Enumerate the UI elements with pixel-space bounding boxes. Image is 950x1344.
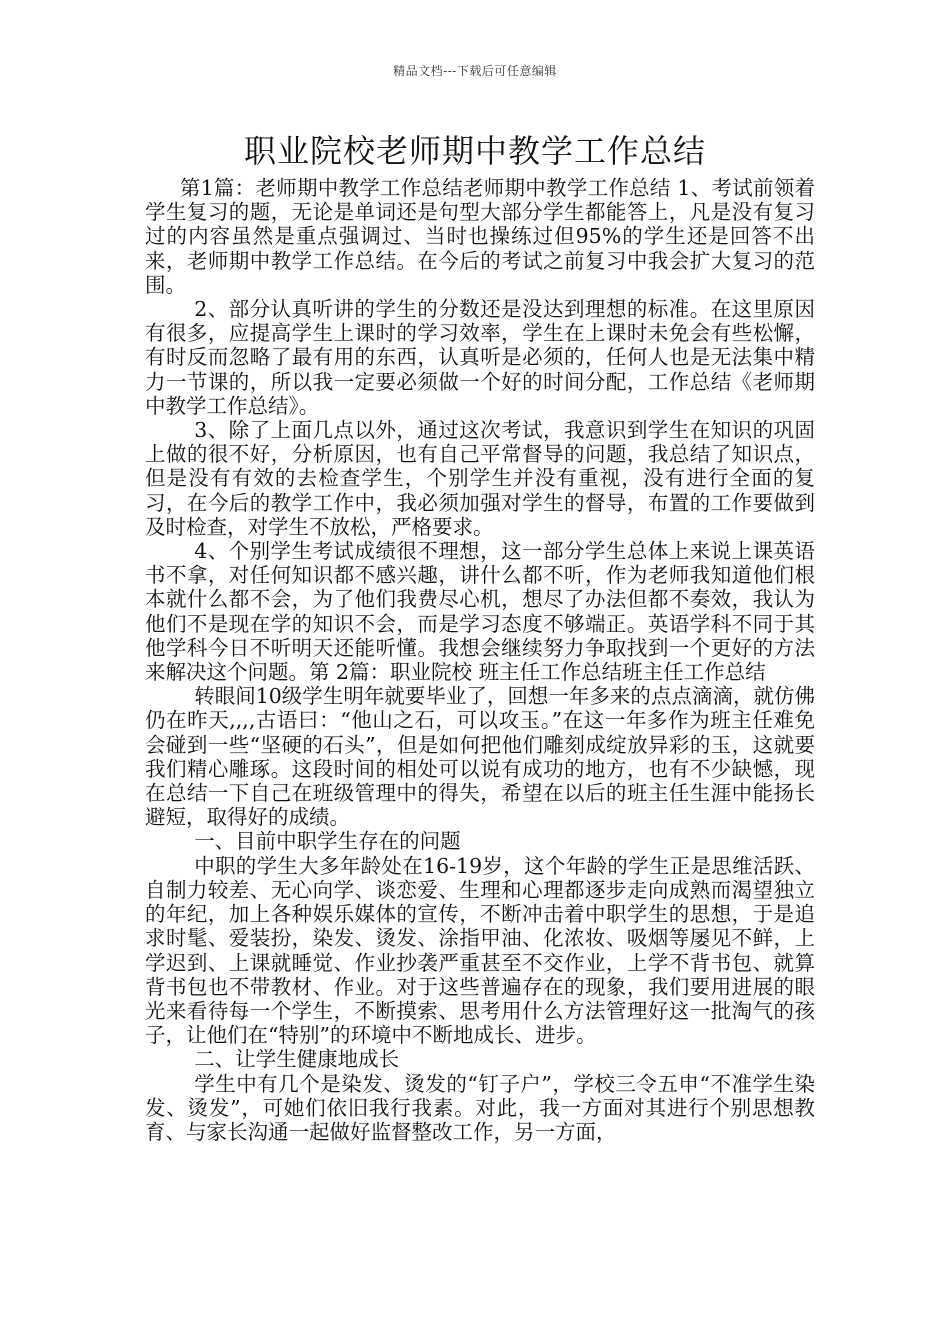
document-body [145, 176, 815, 1144]
document-title: 职业院校老师期中教学工作总结 [243, 132, 706, 170]
paragraph-6: 中职的学生大多年龄处在16-19岁，这个年龄的学生正是思维活跃、自制力较差、无心向学、谈恋爱、生理和心理都逐步走向成熟而渴望独立的年纪，加上各种娱乐媒体的宣传，不断冲击着中职学生的思想，于是追求时髦、爱装扮，染发、烫发、涂指甲油、化浓妆、吸烟等屡见不鲜，上学迟到、上课就睡觉、作业抄袭严重甚至不交作业，上学不背书包、就算背书包也不带教材、作业。对于这些普遍存在的现象，我们要用进展的眼光来看待每一个学生，不断摸索、思考用什么方法管理好这一批淘气的孩子，让他们在“特别”的环境中不断地成长、进步。 [145, 853, 815, 1048]
paragraph-3: 3、除了上面几点以外，通过这次考试，我意识到学生在知识的巩固上做的很不好，分析原因，也有自己平常督导的问题，我总结了知识点，但是没有有效的去检查学生，个别学生并没有重视，没有进行全面的复习，在今后的教学工作中，我必须加强对学生的督导，布置的工作要做到及时检查，对学生不放松，严格要求。 [145, 418, 815, 539]
paragraph-7: 学生中有几个是染发、烫发的“钉子户”，学校三令五申“不准学生染发、烫发”，可她们依旧我行我素。对此，我一方面对其进行个别思想教育、与家长沟通一起做好监督整改工作，另一方面， [145, 1071, 815, 1144]
paragraph-4: 4、个别学生考试成绩很不理想，这一部分学生总体上来说上课英语书不拿，对任何知识都不感兴趣，讲什么都不听，作为老师我知道他们根本就什么都不会，为了他们我费尽心机，想尽了办法但都不奏效，我认为他们不是现在学的知识不会，而是学习态度不够端正。英语学科不同于其他学科今日不听明天还能听懂。我想会继续努力争取找到一个更好的方法来解决这个问题。第 2篇：职业院校 班主任工作总结班主任工作总结 [145, 539, 815, 685]
paragraph-5: 转眼间10级学生明年就要毕业了，回想一年多来的点点滴滴，就仿佛仍在昨天,,,,古语曰：“他山之石，可以攻玉。”在这一年多作为班主任难免会碰到一些“坚硬的石头”，但是如何把他们雕刻成绽放异彩的玉，这就要我们精心雕琢。这段时间的相处可以说有成功的地方，也有不少缺憾，现在总结一下自己在班级管理中的得失，希望在以后的班主任生涯中能扬长避短，取得好的成绩。 [145, 684, 815, 830]
section-heading-2: 二、让学生健康地成长 [194, 1047, 400, 1072]
paragraph-2: 2、部分认真听讲的学生的分数还是没达到理想的标准。在这里原因有很多，应提高学生上课时的学习效率，学生在上课时未免会有些松懈，有时反而忽略了最有用的东西，认真听是必须的，任何人也是无法集中精力一节课的，所以我一定要必须做一个好的时间分配，工作总结《老师期中教学工作总结》。 [145, 297, 815, 418]
section-heading-1: 一、目前中职学生存在的问题 [194, 829, 461, 854]
paragraph-1: 第1篇：老师期中教学工作总结老师期中教学工作总结 1、考试前领着学生复习的题，无论是单词还是句型大部分学生都能答上，凡是没有复习过的内容虽然是重点强调过、当时也操练过但95%的学生还是回答不出来，老师期中教学工作总结。在今后的考试之前复习中我会扩大复习的范围。 [145, 176, 815, 297]
page-header-watermark: 精品文档---下载后可任意编辑 [393, 64, 557, 78]
